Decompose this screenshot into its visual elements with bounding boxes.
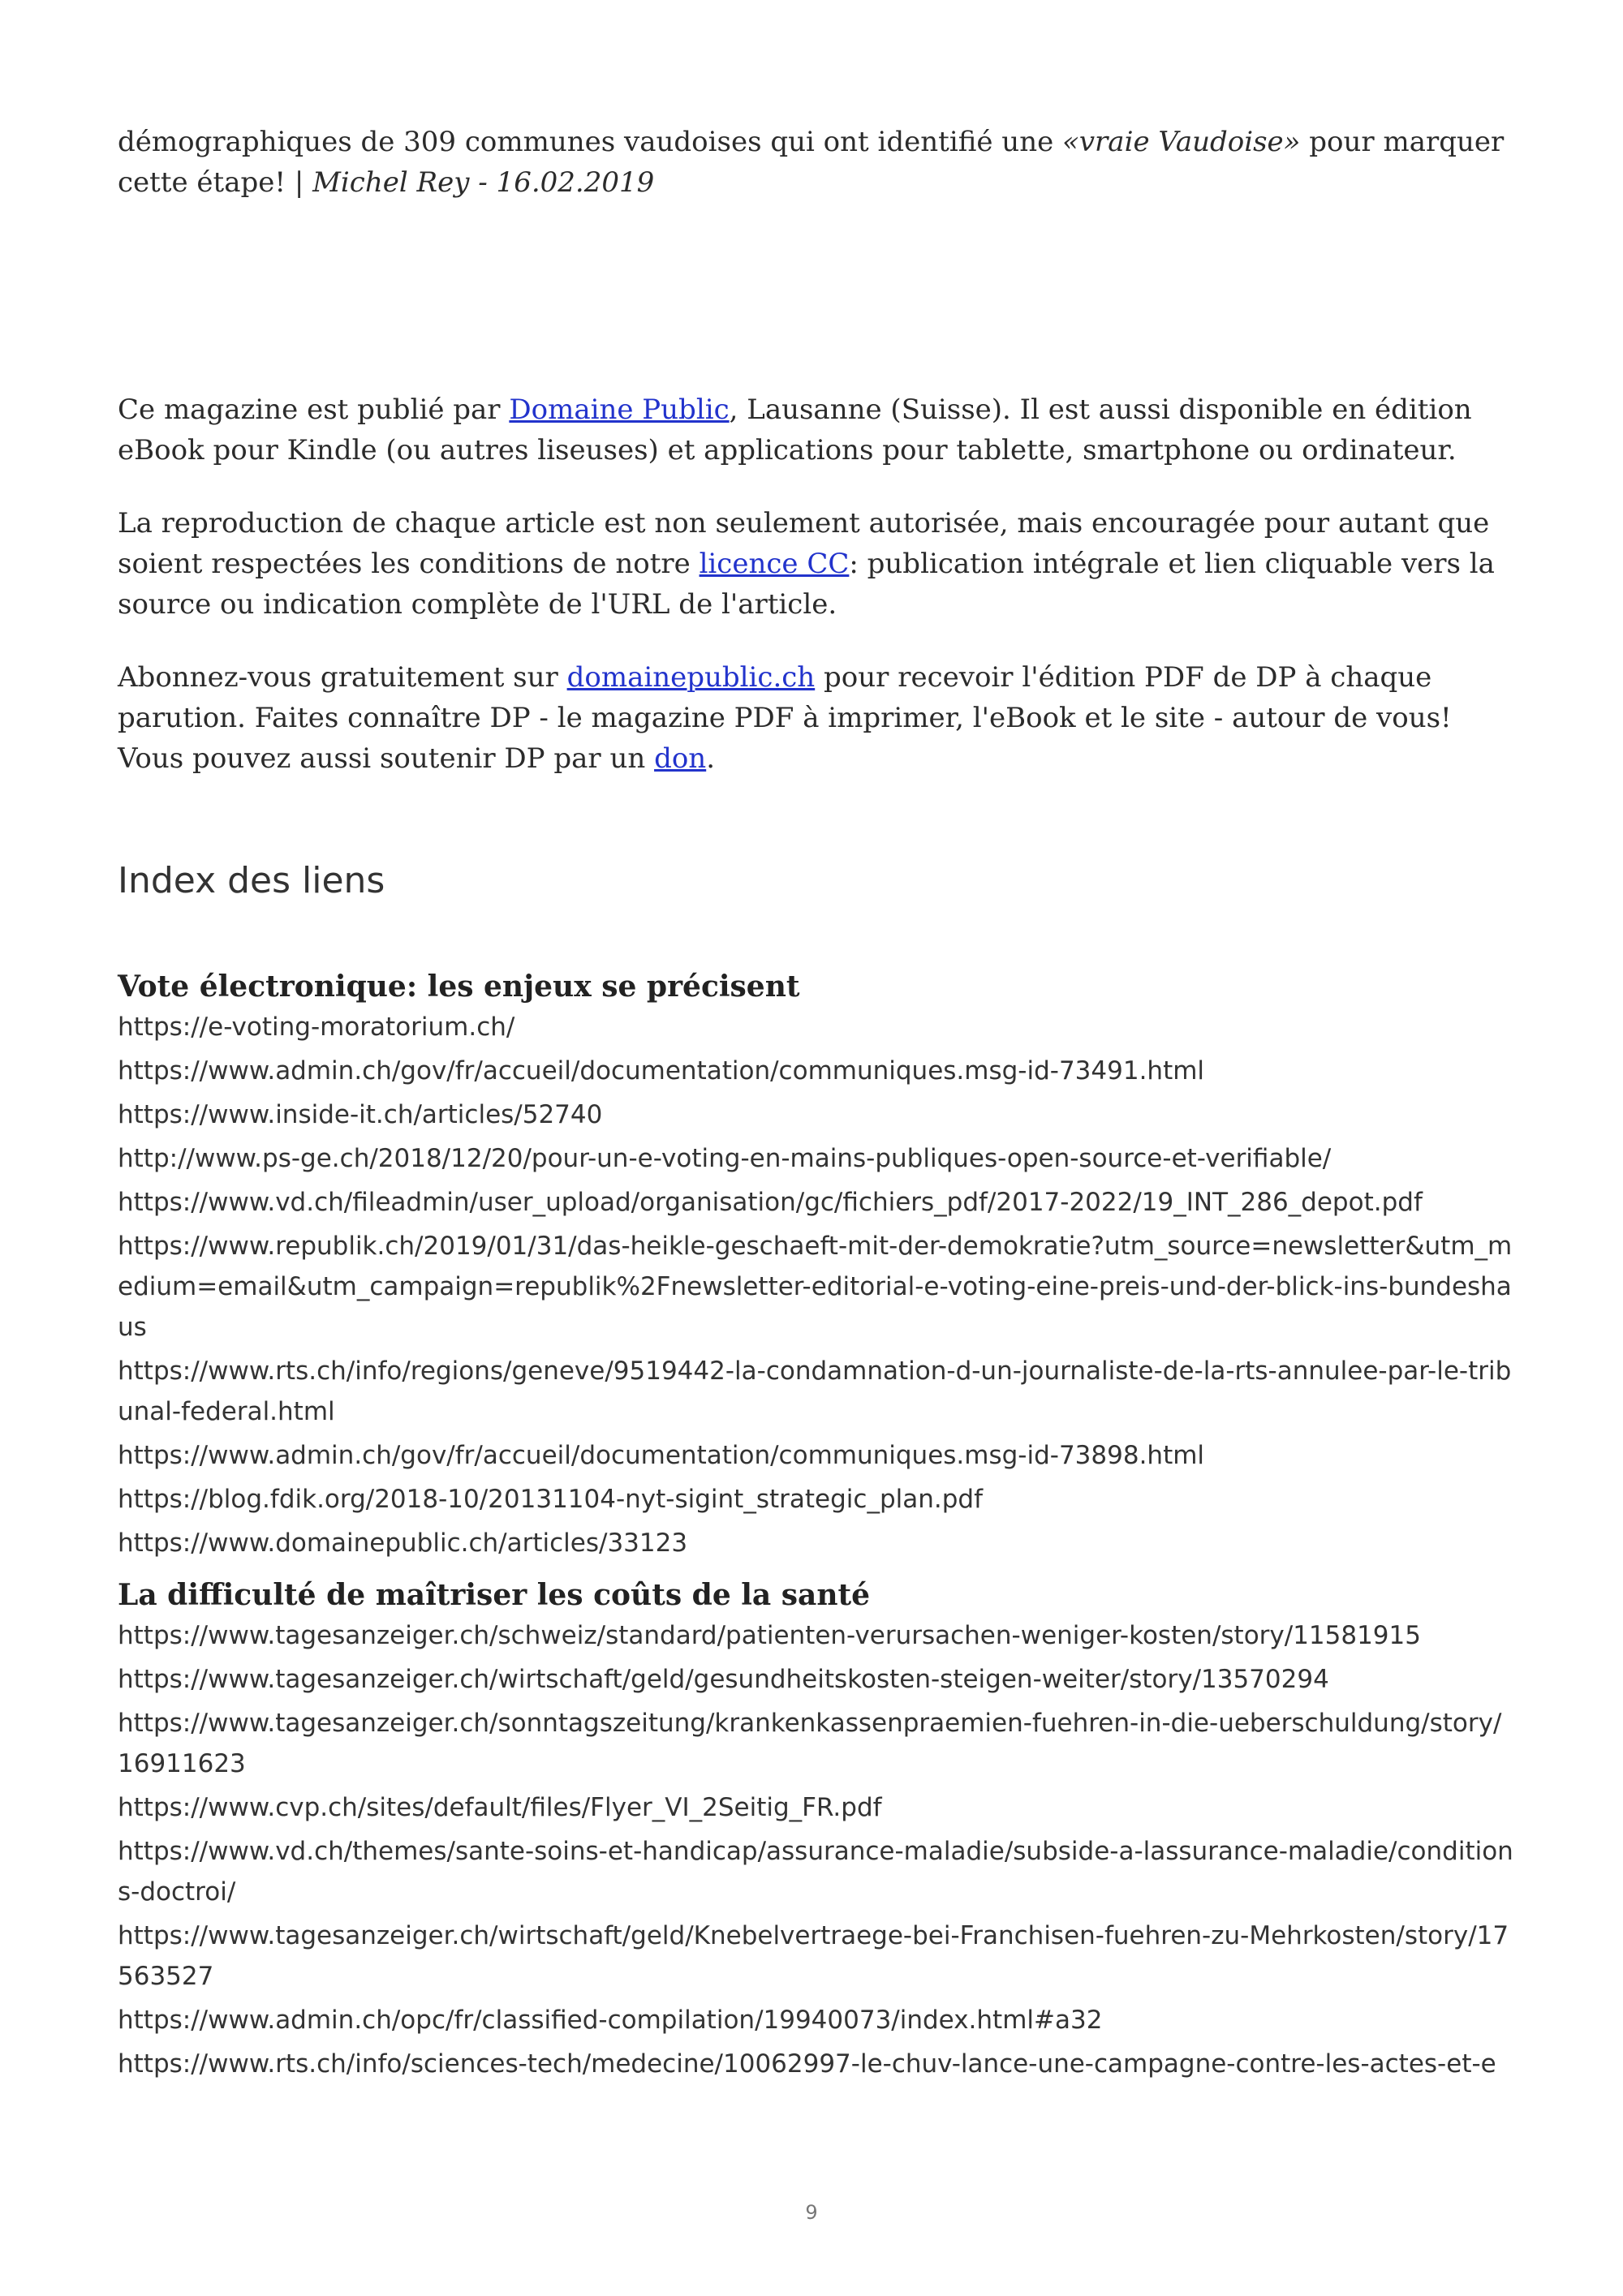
section-title: La difficulté de maîtriser les coûts de la santé	[118, 1578, 871, 1612]
list-item[interactable]: https://www.cvp.ch/sites/default/files/Flyer_VI_2Seitig_FR.pdf	[118, 1793, 882, 1822]
list-item[interactable]: https://www.domainepublic.ch/articles/33123	[118, 1529, 688, 1558]
document-page	[118, 122, 1513, 2087]
list-item[interactable]: https://www.tagesanzeiger.ch/wirtschaft/geld/Knebelvertraege-bei-Franchisen-fuehren-zu-Mehrkosten/story/17563527	[118, 1921, 1509, 1991]
domainepublic-link[interactable]: domainepublic.ch	[566, 661, 816, 694]
list-item[interactable]: https://e-voting-moratorium.ch/	[118, 1013, 515, 1042]
list-item[interactable]: https://www.vd.ch/themes/sante-soins-et-handicap/assurance-maladie/subside-a-lassurance-maladie/conditions-doctroi/	[118, 1837, 1513, 1907]
domaine-public-link[interactable]: Domaine Public	[509, 393, 730, 426]
licence-cc-link[interactable]: licence CC	[699, 548, 850, 580]
subscribe-paragraph: Abonnez-vous gratuitement sur domainepublic.ch pour recevoir l'édition PDF de DP à chaque parution. Faites connaître DP - le magazine PDF à imprimer, l'eBook et le site - autour de vous! Vous pouvez aussi soutenir DP par un don.	[118, 661, 1452, 775]
index-heading: Index des liens	[118, 860, 385, 901]
list-item[interactable]: https://www.admin.ch/gov/fr/accueil/documentation/communiques.msg-id-73898.html	[118, 1441, 1205, 1470]
link-list	[118, 1007, 1513, 1563]
license-paragraph: La reproduction de chaque article est non seulement autorisée, mais encouragée pour autant que soient respectées les conditions de notre licence CC: publication intégrale et lien cliquable vers la source ou indication complète de l'URL de l'article.	[118, 507, 1495, 621]
publisher-paragraph: Ce magazine est publié par Domaine Public, Lausanne (Suisse). Il est aussi disponible en édition eBook pour Kindle (ou autres liseuses) et applications pour tablette, smartphone ou ordinateur.	[118, 393, 1472, 467]
list-item[interactable]: https://blog.fdik.org/2018-10/20131104-nyt-sigint_strategic_plan.pdf	[118, 1485, 984, 1514]
page-number: 9	[805, 2201, 818, 2224]
list-item[interactable]: http://www.ps-ge.ch/2018/12/20/pour-un-e-voting-en-mains-publiques-open-source-et-verifiable/	[118, 1144, 1332, 1173]
byline: Michel Rey - 16.02.2019	[312, 166, 655, 199]
list-item[interactable]: https://www.rts.ch/info/sciences-tech/medecine/10062997-le-chuv-lance-une-campagne-contre-les-actes-et-e	[118, 2049, 1496, 2079]
link-list	[118, 1615, 1513, 2084]
list-item[interactable]: https://www.republik.ch/2019/01/31/das-heikle-geschaeft-mit-der-demokratie?utm_source=newsletter&utm_medium=email&utm_campaign=republik%2Fnewsletter-editorial-e-voting-eine-preis-und-der-blick-ins-bundeshaus	[118, 1232, 1513, 1342]
don-link[interactable]: don	[654, 742, 707, 775]
list-item[interactable]: https://www.admin.ch/opc/fr/classified-compilation/19940073/index.html#a32	[118, 2006, 1103, 2035]
intro-paragraph: démographiques de 309 communes vaudoises qui ont identifié une «vraie Vaudoise» pour marquer cette étape! | Michel Rey - 16.02.2019	[118, 126, 1505, 199]
quote-italic: «vraie Vaudoise»	[1062, 126, 1301, 158]
list-item[interactable]: https://www.rts.ch/info/regions/geneve/9519442-la-condamnation-d-un-journaliste-de-la-rts-annulee-par-le-tribunal-federal.html	[118, 1357, 1512, 1426]
section-title: Vote électronique: les enjeux se précisent	[118, 970, 800, 1004]
list-item[interactable]: https://www.tagesanzeiger.ch/schweiz/standard/patienten-verursachen-weniger-kosten/story/11581915	[118, 1621, 1421, 1650]
list-item[interactable]: https://www.vd.ch/fileadmin/user_upload/organisation/gc/fichiers_pdf/2017-2022/19_INT_286_depot.pdf	[118, 1188, 1423, 1217]
list-item[interactable]: https://www.tagesanzeiger.ch/wirtschaft/geld/gesundheitskosten-steigen-weiter/story/13570294	[118, 1665, 1329, 1694]
list-item[interactable]: https://www.admin.ch/gov/fr/accueil/documentation/communiques.msg-id-73491.html	[118, 1056, 1205, 1086]
list-item[interactable]: https://www.tagesanzeiger.ch/sonntagszeitung/krankenkassenpraemien-fuehren-in-die-ueberschuldung/story/16911623	[118, 1709, 1502, 1778]
list-item[interactable]: https://www.inside-it.ch/articles/52740	[118, 1100, 603, 1129]
